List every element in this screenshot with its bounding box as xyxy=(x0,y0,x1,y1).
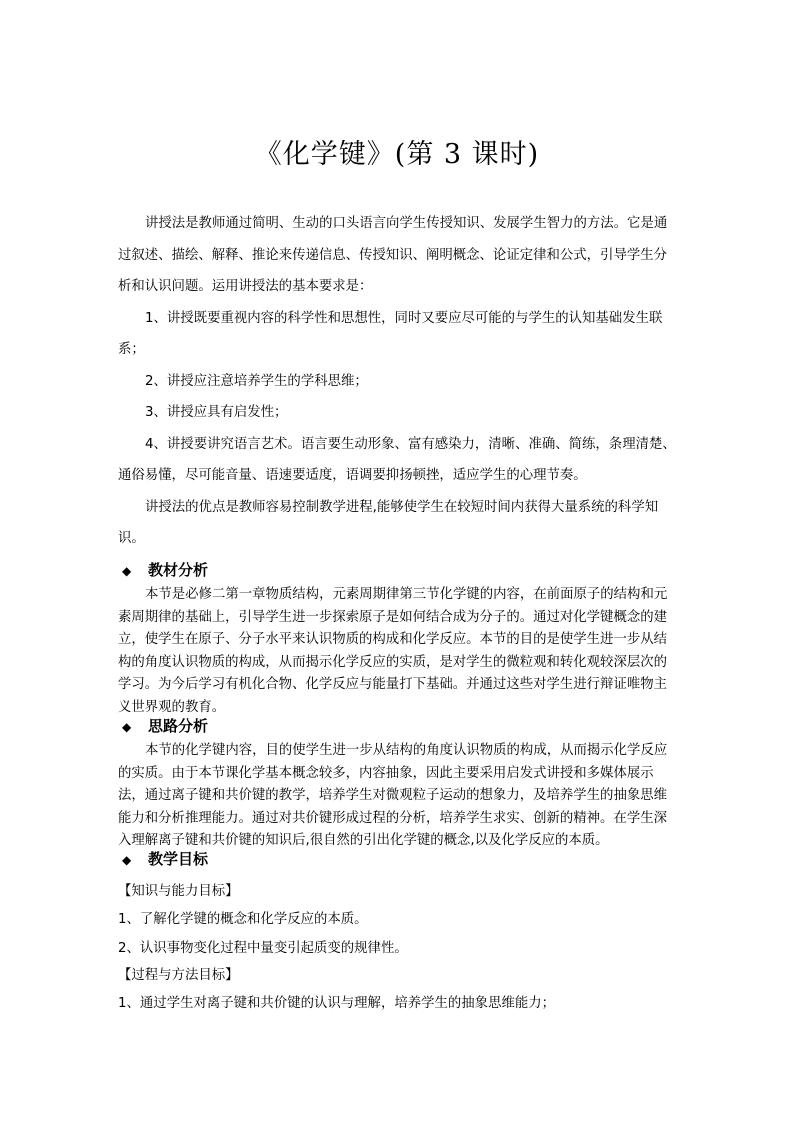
objective-item: 1、了解化学键的概念和化学反应的本质。 xyxy=(118,912,368,927)
diamond-bullet-icon: ◆ xyxy=(122,564,132,578)
diamond-bullet-icon: ◆ xyxy=(122,853,132,867)
subsection-heading: 【知识与能力目标】 xyxy=(118,884,239,899)
lecture-advantage: 讲授法的优点是教师容易控制教学进程,能够使学生在较短时间内获得大量系统的科学知识。 xyxy=(118,499,659,546)
section-heading-text: 教材分析 xyxy=(148,561,209,579)
section-text: 本节是必修二第一章物质结构，元素周期律第三节化学键的内容，在前面原子的结构和元素周期律的基础上，引导学生进一步探索原子是如何结合成为分子的。通过对化学键概念的建立，使学生在原子、分子水平来认识物质的构成和化学反应。本节的目的是使学生进一步从结构的角度认识物质的构成，从而揭示化学反应的实质，是对学生的微粒观和转化观较深层次的学习。为今后学习有机化合物、化学反应与能量打下基础。并通过这些对学生进行辩证唯物主义世界观的教育。 xyxy=(118,587,668,715)
intro-section xyxy=(118,208,678,555)
objective-item: 1、通过学生对离子键和共价键的认识与理解，培养学生的抽象思维能力； xyxy=(118,996,556,1011)
approach-analysis-section xyxy=(118,713,678,853)
requirement-3: 3、讲授应具有启发性； xyxy=(145,405,288,420)
section-heading xyxy=(118,557,678,584)
section-heading-text: 思路分析 xyxy=(148,717,209,735)
diamond-bullet-icon: ◆ xyxy=(122,720,132,734)
section-heading xyxy=(118,713,678,740)
section-heading xyxy=(118,846,678,873)
teaching-objectives-section xyxy=(118,846,678,1018)
objective-item: 2、认识事物变化过程中量变引起质变的规律性。 xyxy=(118,941,408,956)
requirement-4: 4、讲授要讲究语言艺术。语言要生动形象、富有感染力，清晰、准确、简练，条理清楚、通俗易懂，尽可能音量、语速要适度，语调要抑扬顿挫，适应学生的心理节奏。 xyxy=(118,436,676,483)
section-heading-text: 教学目标 xyxy=(148,850,209,868)
intro-paragraph: 讲授法是教师通过简明、生动的口头语言向学生传授知识、发展学生智力的方法。它是通过叙述、描绘、解释、推论来传递信息、传授知识、阐明概念、论证定律和公式，引导学生分析和认识问题。运用讲授法的基本要求是： xyxy=(118,216,668,294)
textbook-analysis-section xyxy=(118,557,678,719)
requirement-2: 2、讲授应注意培养学生的学科思维； xyxy=(145,373,368,389)
subsection-heading: 【过程与方法目标】 xyxy=(118,968,239,983)
document-title: 《化学键》(第 3 课时) xyxy=(254,139,540,170)
section-text: 本节的化学键内容，目的使学生进一步从结构的角度认识物质的构成，从而揭示化学反应的实质。由于本节课化学基本概念较多，内容抽象，因此主要采用启发式讲授和多媒体展示法，通过离子键和共价键的教学，培养学生对微观粒子运动的想象力，及培养学生的抽象思维能力和分析推理能力。通过对共价键形成过程的分析，培养学生求实、创新的精神。在学生深入理解离子键和共价键的知识后,很自然的引出化学键的概念,以及化学反应的本质。 xyxy=(118,743,668,848)
requirement-1: 1、讲授既要重视内容的科学性和思想性，同时又要应尽可能的与学生的认知基础发生联系； xyxy=(118,310,663,357)
